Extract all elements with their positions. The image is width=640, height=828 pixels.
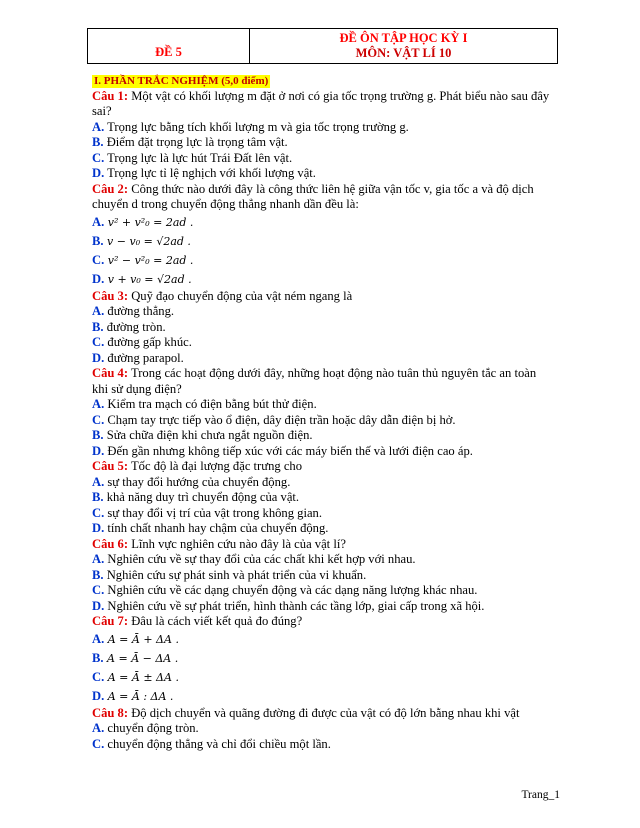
- answer-option: [92, 444, 552, 460]
- option-text: A = Ā ± ΔA .: [104, 670, 179, 684]
- exam-subject: MÔN: VẬT LÍ 10: [355, 46, 452, 60]
- option-text: đường gấp khúc.: [104, 335, 192, 349]
- option-text: Sửa chữa điện khi chưa ngắt nguồn điện.: [103, 428, 313, 442]
- option-text: Nghiên cứu về các dạng chuyển động và các dạng năng lượng khác nhau.: [104, 583, 478, 597]
- option-key: D.: [92, 521, 105, 535]
- answer-option: [92, 568, 552, 584]
- option-text: sự thay đổi hướng của chuyển động.: [104, 474, 291, 489]
- question-3: [92, 289, 552, 305]
- question-text: Đâu là cách viết kết quả đo đúng?: [128, 614, 303, 628]
- question-number: Câu 5:: [92, 459, 129, 473]
- answer-option: [92, 413, 552, 429]
- question-text: Quỹ đạo chuyển động của vật ném ngang là: [128, 288, 353, 303]
- question-7: [92, 614, 552, 630]
- question-number: Câu 4:: [92, 366, 129, 380]
- option-key: C.: [92, 583, 105, 597]
- option-text: A = Ā + ΔA .: [104, 632, 179, 646]
- option-key: C.: [92, 669, 105, 684]
- option-key: C.: [92, 412, 105, 427]
- exam-number: ĐỀ 5: [88, 29, 250, 63]
- answer-option: [92, 649, 552, 668]
- question-number: Câu 2:: [92, 181, 129, 196]
- option-key: B.: [92, 233, 104, 248]
- answer-option: [92, 166, 552, 182]
- option-key: A.: [92, 397, 105, 411]
- answer-option: [92, 351, 552, 367]
- option-key: B.: [92, 567, 104, 582]
- option-key: C.: [92, 150, 105, 165]
- answer-option: [92, 506, 552, 522]
- option-key: D.: [92, 271, 105, 286]
- option-text: A = Ā : ΔA .: [104, 689, 174, 703]
- question-1: [92, 89, 552, 120]
- question-6: [92, 537, 552, 553]
- exam-title-block: [250, 29, 557, 63]
- section-title: I. PHẦN TRẮC NGHIỆM (5,0 điểm): [94, 75, 269, 87]
- question-number: Câu 1:: [92, 88, 129, 103]
- option-key: B.: [92, 319, 104, 334]
- option-text: v² + v²₀ = 2ad .: [104, 215, 194, 229]
- question-number: Câu 7:: [92, 614, 129, 628]
- option-key: B.: [92, 135, 104, 149]
- option-key: C.: [92, 736, 105, 751]
- option-key: A.: [92, 552, 105, 566]
- answer-option: [92, 270, 552, 289]
- question-text: Lĩnh vực nghiên cứu nào đây là của vật lí?: [128, 536, 346, 551]
- option-text: v² − v²₀ = 2ad .: [104, 253, 194, 267]
- option-text: v + v₀ = √2ad .: [104, 272, 192, 286]
- answer-option: [92, 151, 552, 167]
- option-text: Nghiên cứu sự phát sinh và phát triển của vi khuẩn.: [103, 567, 367, 582]
- option-text: khả năng duy trì chuyển động của vật.: [103, 490, 300, 504]
- answer-option: [92, 599, 552, 615]
- question-number: Câu 8:: [92, 705, 129, 720]
- answer-option: [92, 304, 552, 320]
- option-text: đường thẳng.: [104, 304, 175, 318]
- answer-option: [92, 737, 552, 753]
- option-text: Nghiên cứu về sự phát triển, hình thành các tầng lớp, giai cấp trong xã hội.: [104, 598, 485, 613]
- option-text: v − v₀ = √2ad .: [103, 234, 191, 248]
- option-text: chuyển động thẳng và chỉ đổi chiều một lần.: [104, 736, 331, 751]
- answer-option: [92, 135, 552, 151]
- option-key: A.: [92, 119, 105, 134]
- option-text: Đến gần nhưng không tiếp xúc với các máy biến thế và lưới điện cao áp.: [104, 443, 473, 458]
- option-text: Chạm tay trực tiếp vào ổ điện, dây điện trần hoặc dây dẫn điện bị hở.: [104, 412, 456, 427]
- answer-option: [92, 335, 552, 351]
- exam-title: ĐỀ ÔN TẬP HỌC KỲ I: [339, 31, 468, 45]
- option-text: Kiểm tra mạch có điện bằng bút thử điện.: [104, 397, 317, 411]
- option-text: Điểm đặt trọng lực là trọng tâm vật.: [103, 135, 288, 149]
- question-text: Trong các hoạt động dưới đây, những hoạt động nào tuân thủ nguyên tắc an toàn khi sử dụng điện?: [92, 366, 537, 396]
- question-text: Độ dịch chuyển và quãng đường đi được của vật có độ lớn bằng nhau khi vật: [128, 705, 520, 720]
- answer-option: [92, 320, 552, 336]
- option-key: B.: [92, 428, 104, 442]
- option-key: D.: [92, 166, 105, 180]
- answer-option: [92, 630, 552, 649]
- exam-content: [92, 73, 552, 752]
- answer-option: [92, 521, 552, 537]
- question-5: [92, 459, 552, 475]
- question-2: [92, 182, 552, 213]
- page-number: Trang_1: [521, 789, 560, 801]
- question-number: Câu 6:: [92, 536, 129, 551]
- answer-option: [92, 120, 552, 136]
- answer-option: [92, 428, 552, 444]
- option-key: D.: [92, 688, 105, 703]
- question-list: [92, 89, 552, 753]
- option-text: Nghiên cứu về sự thay đổi của các chất khi kết hợp với nhau.: [104, 552, 416, 566]
- option-text: Trọng lực là lực hút Trái Đất lên vật.: [104, 150, 293, 165]
- option-key: C.: [92, 505, 105, 520]
- question-number: Câu 3:: [92, 288, 129, 303]
- option-key: A.: [92, 304, 105, 318]
- option-text: đường tròn.: [103, 319, 166, 334]
- answer-option: [92, 232, 552, 251]
- option-text: đường parapol.: [104, 350, 184, 365]
- answer-option: [92, 213, 552, 232]
- option-key: B.: [92, 490, 104, 504]
- answer-option: [92, 552, 552, 568]
- option-text: tính chất nhanh hay chậm của chuyển động.: [104, 521, 329, 535]
- option-key: A.: [92, 721, 105, 735]
- option-text: A = Ā − ΔA .: [103, 651, 179, 665]
- answer-option: [92, 721, 552, 737]
- option-key: D.: [92, 350, 105, 365]
- option-key: A.: [92, 214, 105, 229]
- answer-option: [92, 251, 552, 270]
- answer-option: [92, 668, 552, 687]
- option-text: Trọng lực bằng tích khối lượng m và gia tốc trọng trường g.: [104, 119, 409, 134]
- option-text: chuyển động tròn.: [104, 721, 199, 735]
- question-8: [92, 706, 552, 722]
- question-text: Công thức nào dưới đây là công thức liên hệ giữa vận tốc v, gia tốc a và độ dịch chuyển d trong chuyển động thẳng nhanh dần đều là:: [92, 181, 534, 211]
- question-4: [92, 366, 552, 397]
- option-key: A.: [92, 474, 105, 489]
- option-key: C.: [92, 335, 105, 349]
- answer-option: [92, 687, 552, 706]
- option-key: A.: [92, 631, 105, 646]
- option-text: Trọng lực tỉ lệ nghịch với khối lượng vật.: [104, 166, 316, 180]
- question-text: Tốc độ là đại lượng đặc trưng cho: [128, 459, 303, 473]
- answer-option: [92, 583, 552, 599]
- answer-option: [92, 397, 552, 413]
- option-text: sự thay đổi vị trí của vật trong không gian.: [104, 505, 322, 520]
- answer-option: [92, 475, 552, 491]
- exam-header: [87, 28, 558, 64]
- option-key: D.: [92, 598, 105, 613]
- option-key: B.: [92, 650, 104, 665]
- answer-option: [92, 490, 552, 506]
- option-key: D.: [92, 443, 105, 458]
- option-key: C.: [92, 252, 105, 267]
- question-text: Một vật có khối lượng m đặt ở nơi có gia tốc trọng trường g. Phát biểu nào sau đây sai?: [92, 88, 550, 118]
